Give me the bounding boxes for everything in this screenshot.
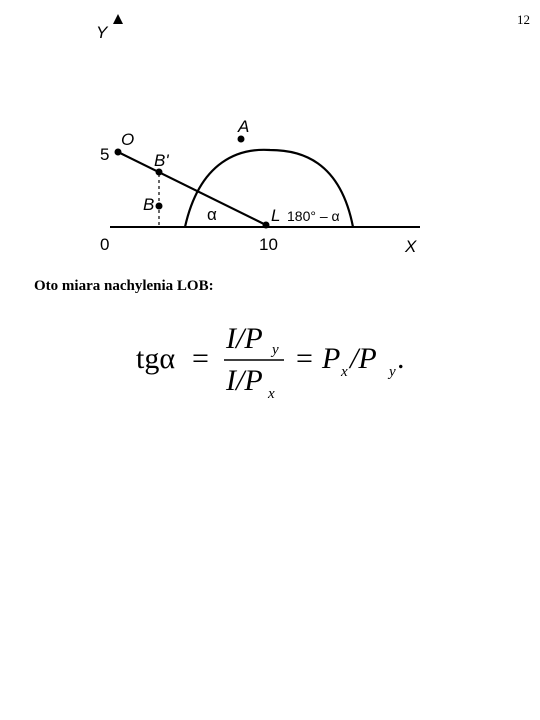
figure-diagram (0, 0, 540, 270)
y-tick-label: 5 (100, 145, 110, 164)
page-number: 12 (517, 12, 530, 27)
point-a-label: A (238, 117, 250, 136)
formula-rhs-px-sub: x (341, 364, 348, 380)
formula-equals-2: = (296, 342, 313, 375)
formula-denominator: I/P (226, 364, 263, 397)
point-b-prime-label: B' (154, 151, 169, 170)
y-axis-arrow-icon (113, 14, 123, 24)
line-ol (118, 152, 266, 225)
formula-denominator-sub: x (268, 386, 275, 402)
angle-alpha-label: α (207, 205, 217, 224)
point-b (156, 203, 163, 210)
formula-lhs: tgα (136, 342, 176, 375)
angle-supplement-label: 180° – α (287, 208, 340, 224)
point-a (238, 136, 245, 143)
caption: Oto miara nachylenia LOB: (34, 278, 214, 294)
formula-equals-1: = (192, 342, 209, 375)
point-o (115, 149, 122, 156)
x-axis-label: X (405, 237, 417, 256)
formula-rhs-py: /P (350, 342, 377, 375)
y-axis-label: Y (96, 23, 108, 42)
formula-rhs-px: P (322, 342, 341, 375)
formula-numerator-sub: y (272, 342, 279, 358)
point-o-label: O (121, 130, 135, 149)
point-l (263, 222, 270, 229)
point-b-label: B (143, 195, 155, 214)
point-l-label: L (271, 206, 281, 225)
x-tick-label: 10 (259, 235, 278, 254)
slope-formula (0, 300, 540, 410)
formula-numerator: I/P (226, 322, 263, 355)
formula-period: . (397, 342, 405, 375)
formula-rhs-py-sub: y (389, 364, 396, 380)
origin-label: 0 (100, 235, 110, 254)
